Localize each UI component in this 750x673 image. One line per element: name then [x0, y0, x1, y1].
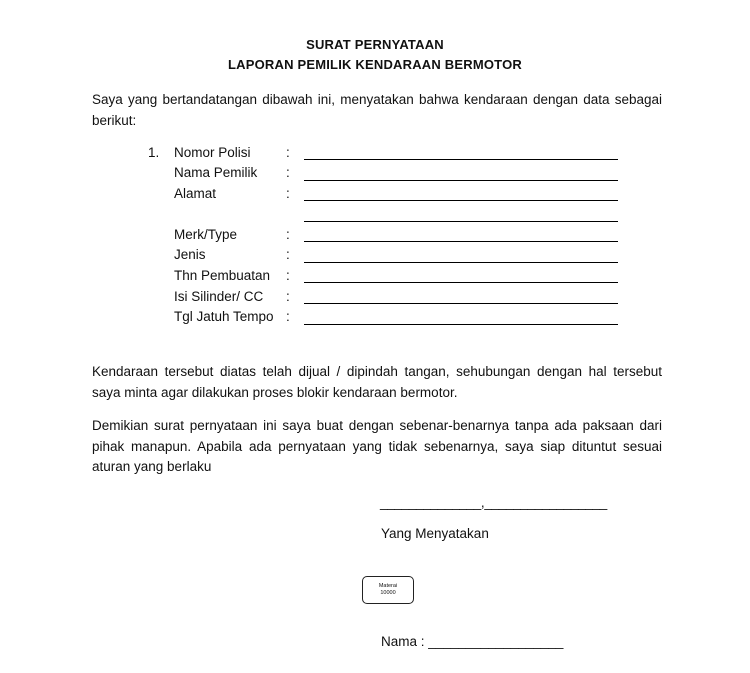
field-line-nama-pemilik[interactable]	[304, 180, 618, 181]
document-title: SURAT PERNYATAAN	[306, 37, 444, 52]
materai-stamp-box	[362, 576, 414, 604]
sale-statement-paragraph: Kendaraan tersebut diatas telah dijual / dipindah tangan, sehubungan dengan hal tersebut saya minta agar dilakukan proses blokir kendaraan bermotor.	[92, 364, 662, 400]
field-line-alamat[interactable]	[304, 200, 618, 201]
field-line-tgl-jatuh-tempo[interactable]	[304, 324, 618, 325]
field-label-merk-type: Merk/Type	[174, 227, 238, 242]
name-label: Nama :	[381, 634, 429, 649]
field-label-thn-pembuatan: Thn Pembuatan	[174, 268, 271, 283]
place-date-line[interactable]: ______________,_________________	[380, 495, 607, 510]
field-colon: :	[286, 165, 290, 180]
field-colon: :	[286, 186, 290, 201]
name-line[interactable]: __________________	[428, 634, 564, 649]
field-colon: :	[286, 247, 290, 262]
field-colon: :	[286, 227, 290, 242]
stamp-value: 10000	[380, 590, 396, 596]
field-colon: :	[286, 309, 290, 324]
list-number: 1.	[148, 145, 160, 160]
field-colon: :	[286, 289, 290, 304]
field-label-nama-pemilik: Nama Pemilik	[174, 165, 258, 180]
field-line-jenis[interactable]	[304, 262, 618, 263]
field-label-jenis: Jenis	[174, 247, 206, 262]
field-label-isi-silinder: Isi Silinder/ CC	[174, 289, 264, 304]
field-line-nomor-polisi[interactable]	[304, 159, 618, 160]
field-line-isi-silinder[interactable]	[304, 303, 618, 304]
document-subtitle: LAPORAN PEMILIK KENDARAAN BERMOTOR	[227, 57, 522, 72]
name-signature-row[interactable]	[381, 634, 563, 649]
field-line-thn-pembuatan[interactable]	[304, 282, 618, 283]
field-line-alamat-2[interactable]	[304, 221, 618, 222]
intro-paragraph: Saya yang bertandatangan dibawah ini, menyatakan bahwa kendaraan dengan data sebagai berikut:	[92, 92, 662, 128]
field-label-tgl-jatuh-tempo: Tgl Jatuh Tempo	[174, 309, 274, 324]
field-colon: :	[286, 145, 290, 160]
stamp-label: Materai	[378, 583, 398, 589]
signer-label: Yang Menyatakan	[381, 526, 489, 541]
field-colon: :	[286, 268, 290, 283]
field-line-merk-type[interactable]	[304, 241, 618, 242]
closing-paragraph: Demikian surat pernyataan ini saya buat dengan sebenar-benarnya tanpa ada paksaan dari pihak manapun. Apabila ada pernyataan yang tidak sebenarnya, saya siap dituntut sesuai aturan yang berlaku	[92, 418, 662, 474]
field-label-alamat: Alamat	[174, 186, 217, 201]
field-label-nomor-polisi: Nomor Polisi	[174, 145, 251, 160]
